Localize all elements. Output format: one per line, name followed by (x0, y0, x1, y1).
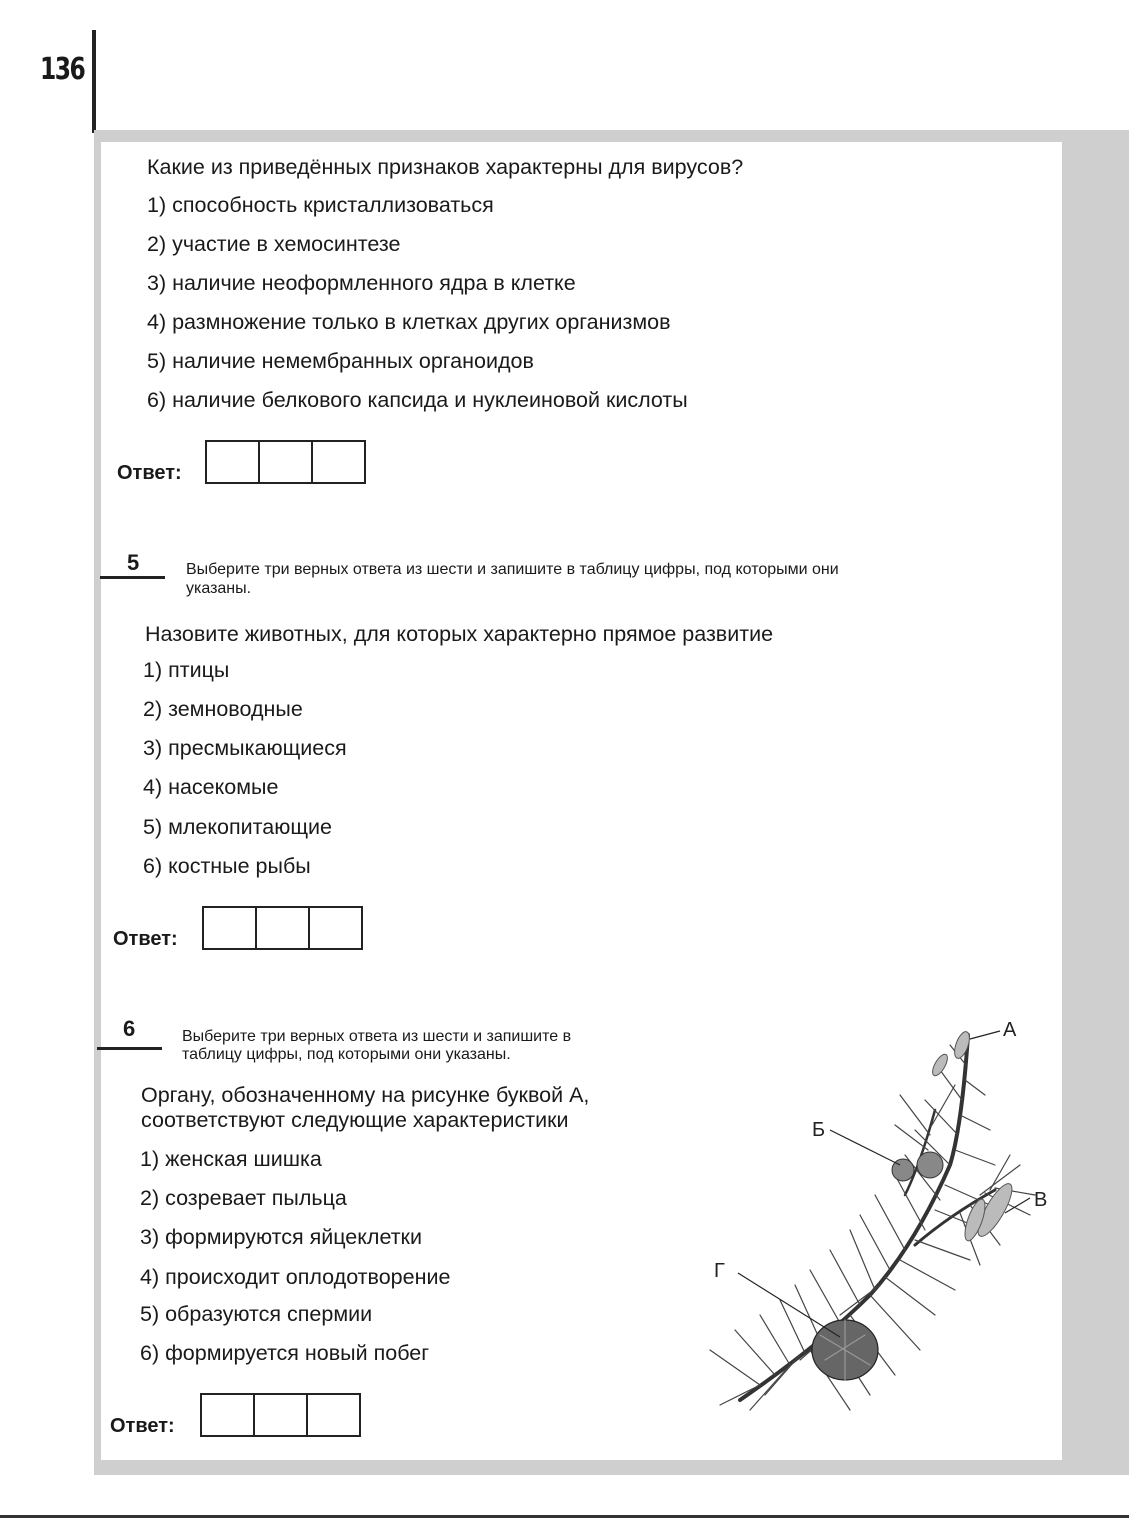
answer-cell[interactable] (255, 1395, 308, 1435)
answer-cell[interactable] (313, 442, 364, 482)
figure-label-b: Б (812, 1119, 826, 1141)
task6-option-2: 2) созревает пыльца (140, 1186, 347, 1210)
task6-option-1: 1) женская шишка (140, 1147, 322, 1171)
task6-option-3: 3) формируются яйцеклетки (140, 1225, 422, 1249)
task4-option-5: 5) наличие немембранных органоидов (147, 349, 534, 373)
header-rule (92, 30, 96, 133)
task5-instruction-line2: указаны. (186, 580, 252, 597)
task6-instruction-line1: Выберите три верных ответа из шести и запишите в (182, 1028, 572, 1045)
task4-answer-boxes[interactable] (205, 440, 366, 484)
task6-number-rule (97, 1047, 162, 1050)
task6-number: 6 (123, 1016, 136, 1041)
task5-option-6: 6) костные рыбы (143, 854, 311, 878)
task5-option-2: 2) земноводные (143, 697, 303, 721)
page-bottom-rule (0, 1515, 1129, 1518)
task6-option-6: 6) формируется новый побег (140, 1341, 430, 1365)
figure-label-a: А (1003, 1019, 1017, 1041)
figure-label-g: Г (714, 1260, 725, 1282)
task5-number-rule (100, 576, 165, 579)
figure-label-v: В (1034, 1189, 1048, 1211)
answer-cell[interactable] (260, 442, 313, 482)
task6-option-4: 4) происходит оплодотворение (140, 1265, 451, 1289)
task4-option-2: 2) участие в хемосинтезе (147, 232, 401, 256)
task4-option-1: 1) способность кристаллизоваться (147, 193, 494, 217)
pine-branch-figure (700, 1015, 1070, 1415)
task4-answer-label: Ответ: (117, 462, 182, 484)
answer-cell[interactable] (202, 1395, 255, 1435)
task4-question: Какие из приведённых признаков характерны для вирусов? (147, 155, 744, 179)
task5-option-5: 5) млекопитающие (143, 815, 332, 839)
figure-leader-lines (738, 1031, 1030, 1337)
task6-question-line1: Органу, обозначенному на рисунке буквой А, (141, 1083, 590, 1107)
task4-option-3: 3) наличие неоформленного ядра в клетке (147, 271, 576, 295)
page-number: 136 (40, 52, 85, 87)
task6-answer-boxes[interactable] (200, 1393, 361, 1437)
answer-cell[interactable] (308, 1395, 359, 1435)
pine-branch-drawing (710, 1030, 1035, 1410)
task6-instruction-line2: таблицу цифры, под которыми они указаны. (182, 1046, 511, 1063)
task5-option-3: 3) пресмыкающиеся (143, 736, 347, 760)
task5-answer-boxes[interactable] (202, 906, 363, 950)
task5-option-1: 1) птицы (143, 658, 230, 682)
task4-option-4: 4) размножение только в клетках других организмов (147, 310, 671, 334)
task5-answer-label: Ответ: (113, 928, 178, 950)
task6-option-5: 5) образуются спермии (140, 1302, 373, 1326)
task5-option-4: 4) насекомые (143, 775, 279, 799)
task5-instruction-line1: Выберите три верных ответа из шести и запишите в таблицу цифры, под которыми они (186, 561, 839, 578)
task4-option-6: 6) наличие белкового капсида и нуклеиновой кислоты (147, 388, 688, 412)
answer-cell[interactable] (310, 908, 361, 948)
answer-cell[interactable] (207, 442, 260, 482)
task6-question-line2: соответствуют следующие характеристики (141, 1108, 569, 1132)
answer-cell[interactable] (257, 908, 310, 948)
task6-answer-label: Ответ: (110, 1415, 175, 1437)
task5-number: 5 (127, 550, 140, 575)
task5-question: Назовите животных, для которых характерно прямое развитие (145, 622, 774, 646)
answer-cell[interactable] (204, 908, 257, 948)
